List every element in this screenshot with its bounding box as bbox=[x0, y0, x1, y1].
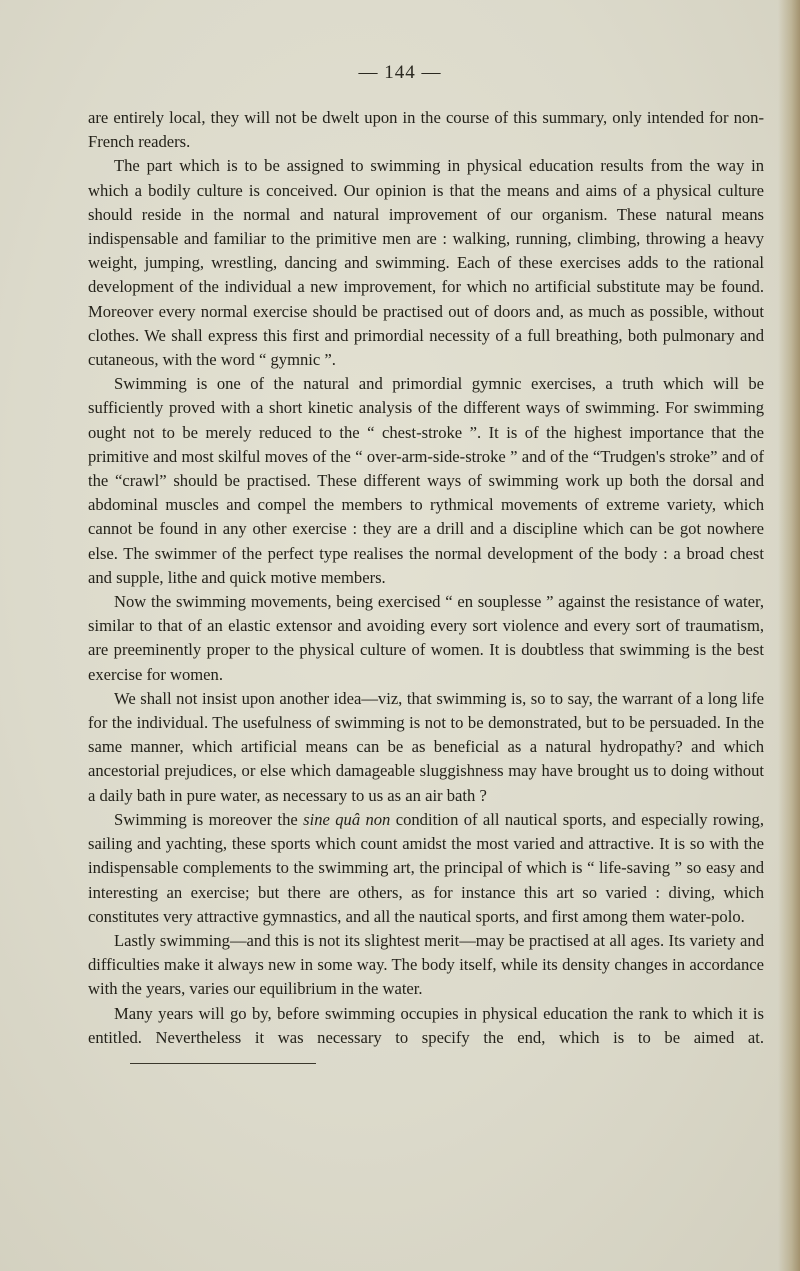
sine-qua-non-italic: sine quâ non bbox=[303, 809, 391, 829]
paragraph-nautical-sports-start: Swimming is moreover the bbox=[114, 809, 304, 829]
paragraph-long-life: We shall not insist upon another idea—viz, that swimming is, so to say, the warrant of a long life for the individual. The usefulness of swimming is not to be demonstrated, but to be persuaded. In the same manner, which artificial means can be as beneficial as a natural hydropathy? and which ancestorial prejudices, or else which damageable sluggishness may have brought us to doing without a daily bath in pure water, as necessary to us as an air bath ? bbox=[88, 688, 764, 805]
paragraph-physical-education: The part which is to be assigned to swimming in physical education results from the way in which a bodily culture is conceived. Our opinion is that the means and aims of a physical culture should reside in the normal and natural improvement of our organism. These natural means indispensable and familiar to the primitive men are : walking, running, climbing, throwing a heavy weight, jumping, wrestling, dancing and swimming. Each of these exercises adds to the rational development of the individual a new improvement, for which no artificial substitute may be found. Moreover every normal exercise should be practised out of doors and, as much as possible, without clothes. We shall express this first and primordial necessity of a full breathing, both pulmonary and cutaneous, with the word “ gymnic ”. bbox=[88, 156, 764, 370]
closing-rule bbox=[130, 1063, 316, 1064]
paragraph-conclusion bbox=[88, 1002, 764, 1075]
paragraph-conclusion-text: Many years will go by, before swimming occupies in physical education the rank to which it is entitled. Nevertheless it was necessary to specify the end, which is to be aimed at. bbox=[88, 1003, 764, 1047]
paragraph-continuation: are entirely local, they will not be dwelt upon in the course of this summary, only intended for non-French readers. bbox=[88, 108, 764, 152]
paragraph-all-ages: Lastly swimming—and this is not its slightest merit—may be practised at all ages. Its variety and difficulties make it always new in some way. The body itself, while its density changes in accordance with the years, varies our equilibrium in the water. bbox=[88, 930, 764, 999]
paragraph-nautical-sports-rest: condition of all nautical sports, and especially rowing, sailing and yachting, these sports which count amidst the most varied and attractive. It is so with the indispensable complements to the swimming art, the principal of which is “ life-saving ” so easy and interesting an exercise; but there are others, as for instance this art so varied : diving, which constitutes very attractive gymnastics, and all the nautical sports, and first among them water-polo. bbox=[88, 809, 764, 926]
body-text bbox=[88, 106, 764, 1074]
paragraph-women: Now the swimming movements, being exercised “ en souplesse ” against the resistance of water, similar to that of an elastic extensor and avoiding every sort violence and every sort of traumatism, are preeminently proper to the physical culture of women. It is doubtless that swimming is the best exercise for women. bbox=[88, 592, 764, 684]
page-edge-shadow bbox=[778, 0, 800, 1271]
paragraph-nautical-sports bbox=[88, 808, 764, 929]
paragraph-gymnic-exercises: Swimming is one of the natural and primordial gymnic exercises, a truth which will be sufficiently proved with a short kinetic analysis of the different ways of swimming. For swimming ought not to be merely reduced to the “ chest-stroke ”. It is of the highest importance that the primitive and most skilful moves of the “ over-arm-side-stroke ” and of the “Trudgen's stroke” and of the “crawl” should be practised. These different ways of swimming work up both the dorsal and abdominal muscles and compel the members to rythmical movements of extreme variety, which cannot be found in any other exercise : they are a drill and a discipline which can be got nowhere else. The swimmer of the perfect type realises the normal development of the body : a broad chest and supple, lithe and quick motive members. bbox=[88, 374, 764, 587]
page-number: — 144 — bbox=[358, 62, 442, 83]
